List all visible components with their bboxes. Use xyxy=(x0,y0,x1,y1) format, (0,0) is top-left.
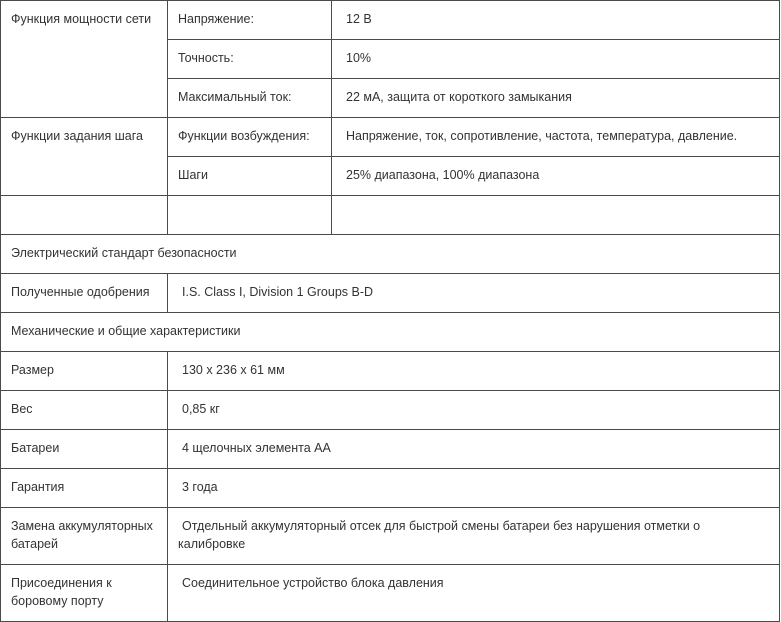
spec-value: 12 В xyxy=(346,12,372,26)
table-row xyxy=(1,565,780,622)
spec-label: Замена аккумуляторных батарей xyxy=(11,519,153,551)
empty-cell xyxy=(332,196,780,235)
table-row xyxy=(1,274,780,313)
power-function-title: Функция мощности сети xyxy=(11,12,152,26)
spec-value: Соединительное устройство блока давления xyxy=(182,576,444,590)
spec-label: Функции возбуждения: xyxy=(178,129,310,143)
spec-value: 130 x 236 x 61 мм xyxy=(182,363,285,377)
function-table xyxy=(0,0,780,235)
spec-value: 22 мА, защита от короткого замыкания xyxy=(346,90,572,104)
spec-label: Размер xyxy=(11,363,54,377)
table-row xyxy=(1,430,780,469)
section-header-row xyxy=(1,235,780,274)
empty-cell xyxy=(168,196,332,235)
section-header-row xyxy=(1,313,780,352)
spec-label: Шаги xyxy=(178,168,208,182)
spec-value: 3 года xyxy=(182,480,218,494)
spec-label: Гарантия xyxy=(11,480,65,494)
empty-row xyxy=(1,196,780,235)
safety-section-title: Электрический стандарт безопасности xyxy=(11,246,237,260)
spec-value: 4 щелочных элемента AA xyxy=(182,441,331,455)
approvals-value: I.S. Class I, Division 1 Groups B-D xyxy=(182,285,374,299)
table-row xyxy=(1,352,780,391)
spec-label: Максимальный ток: xyxy=(178,90,292,104)
table-row xyxy=(1,469,780,508)
spec-value: Напряжение, ток, сопротивление, частота, температура, давление. xyxy=(346,129,738,143)
spec-label: Напряжение: xyxy=(178,12,254,26)
spec-label: Батареи xyxy=(11,441,60,455)
spec-label: Присоединения к боровому порту xyxy=(11,576,112,608)
mechanical-section-title: Механические и общие характеристики xyxy=(11,324,241,338)
table-row xyxy=(1,508,780,565)
table-row xyxy=(1,118,780,157)
spec-label: Точность: xyxy=(178,51,234,65)
spec-value: 0,85 кг xyxy=(182,402,220,416)
table-row xyxy=(1,391,780,430)
step-function-cell xyxy=(1,118,168,196)
approvals-label: Полученные одобрения xyxy=(11,285,150,299)
spec-value: 10% xyxy=(346,51,372,65)
table-row xyxy=(1,1,780,40)
spec-value: Отдельный аккумуляторный отсек для быстрой смены батареи без нарушения отметки о калибровке xyxy=(178,519,701,551)
step-function-title: Функции задания шага xyxy=(11,129,143,143)
power-function-cell xyxy=(1,1,168,118)
spec-label: Вес xyxy=(11,402,33,416)
spec-value: 25% диапазона, 100% диапазона xyxy=(346,168,540,182)
characteristics-table xyxy=(0,234,780,622)
empty-cell xyxy=(1,196,168,235)
